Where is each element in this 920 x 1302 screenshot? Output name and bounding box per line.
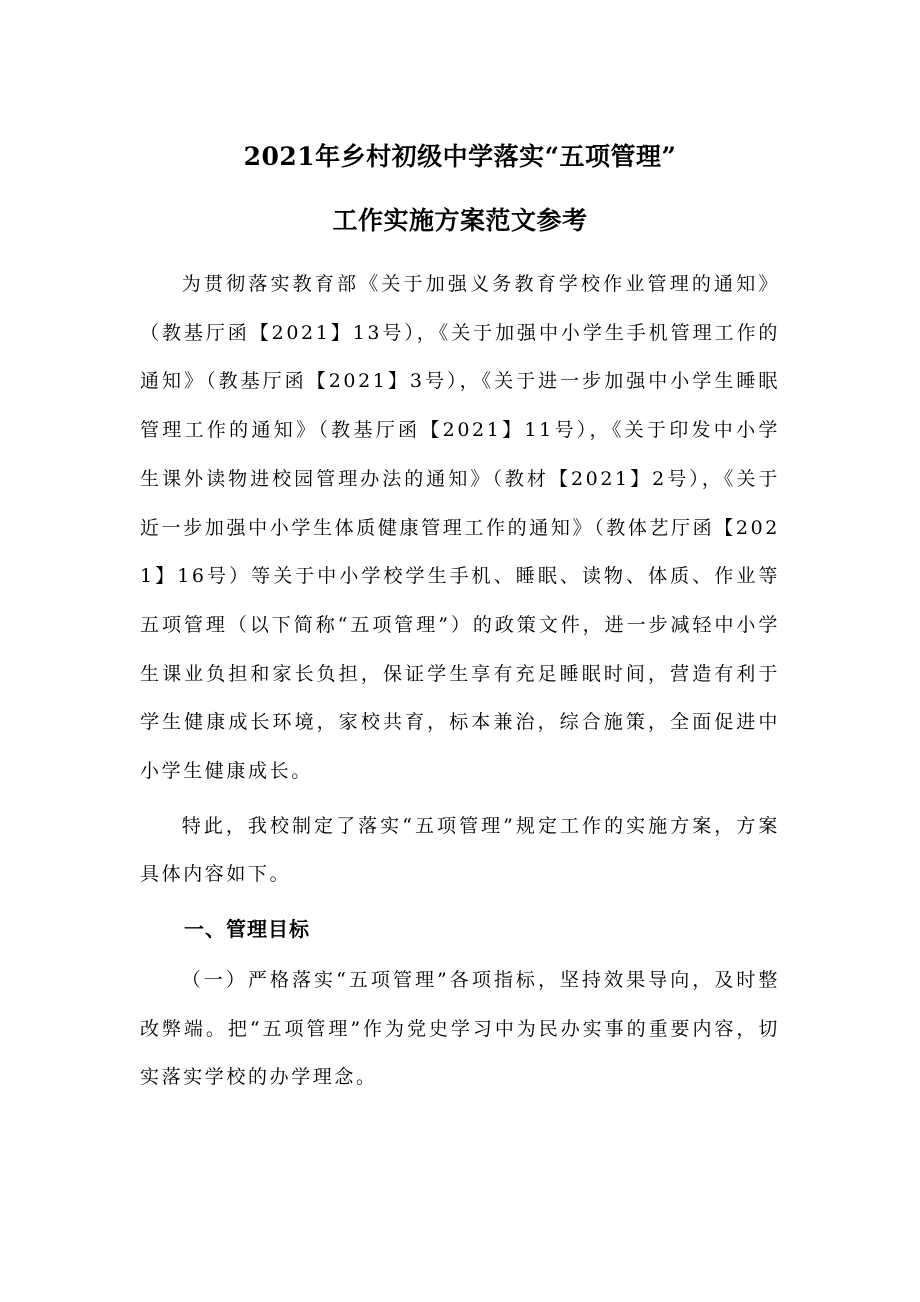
document-title-line-1: 2021年乡村初级中学落实“五项管理” bbox=[243, 142, 677, 171]
paragraph-goal-1: （一）严格落实“五项管理”各项指标，坚持效果导向，及时整改弊端。把“五项管理”作为党史学习中为民办实事的重要内容，切实落实学校的办学理念。 bbox=[140, 968, 780, 1089]
paragraph-intro: 为贯彻落实教育部《关于加强义务教育学校作业管理的通知》（教基厅函【2021】13号），《关于加强中小学生手机管理工作的通知》（教基厅函【2021】3号），《关于进一步加强中小学生睡眠管理工作的通知》（教基厅函【2021】11号），《关于印发中小学生课外读物进校园管理办法的通知》（教材【2021】2号），《关于近一步加强中小学生体质健康管理工作的通知》（教体艺厅函【2021】16号）等关于中小学校学生手机、睡眠、读物、体质、作业等五项管理（以下简称“五项管理”）的政策文件，进一步减轻中小学生课业负担和家长负担，保证学生享有充足睡眠时间，营造有利于学生健康成长环境，家校共育，标本兼治，综合施策，全面促进中小学生健康成长。 bbox=[140, 273, 780, 783]
section-heading-management-goals: 一、管理目标 bbox=[184, 917, 310, 942]
document-title-line-2: 工作实施方案范文参考 bbox=[332, 206, 588, 235]
document-body bbox=[140, 260, 780, 1102]
paragraph-plan-statement: 特此，我校制定了落实“五项管理”规定工作的实施方案，方案具体内容如下。 bbox=[140, 814, 780, 886]
